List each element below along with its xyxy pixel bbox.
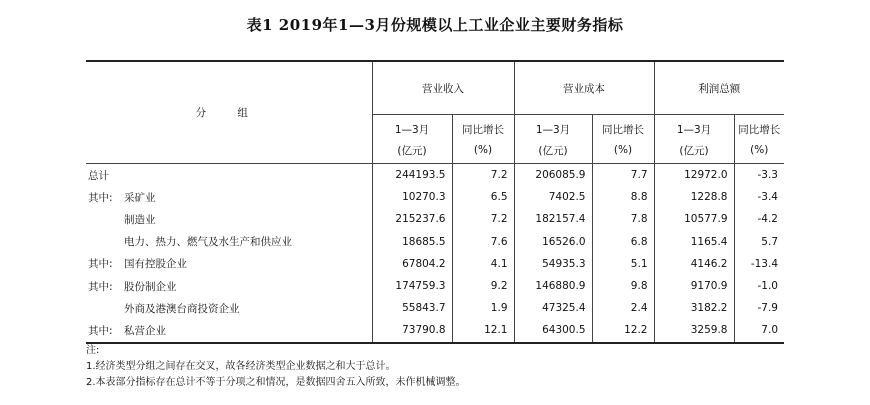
row-value-cell: 55843.7 bbox=[372, 297, 452, 319]
row-value-cell: 7.8 bbox=[592, 208, 654, 230]
col-group-revenue: 营业收入 bbox=[372, 61, 514, 115]
row-value-cell: -1.0 bbox=[734, 275, 784, 297]
table-notes bbox=[86, 343, 466, 391]
table-row bbox=[86, 275, 784, 297]
unit-pct-revenue: (%) bbox=[452, 137, 514, 164]
row-value-cell: 5.7 bbox=[734, 231, 784, 253]
row-value-cell: -3.3 bbox=[734, 164, 784, 187]
row-value-cell: 7.6 bbox=[452, 231, 514, 253]
row-value-cell: 9.8 bbox=[592, 275, 654, 297]
row-value-cell: 12.1 bbox=[452, 319, 514, 342]
row-value-cell: 64300.5 bbox=[514, 319, 592, 342]
row-value-cell: 174759.3 bbox=[372, 275, 452, 297]
table-title: 表1 2019年1—3月份规模以上工业企业主要财务指标 bbox=[246, 16, 624, 34]
row-value-cell: 6.5 bbox=[452, 186, 514, 208]
row-prefix: 其中: bbox=[88, 280, 113, 293]
financial-indicators-table bbox=[86, 60, 784, 344]
sub-growth-revenue: 同比增长 bbox=[452, 115, 514, 138]
row-value-cell: 146880.9 bbox=[514, 275, 592, 297]
table-row bbox=[86, 297, 784, 319]
unit-value-revenue: (亿元) bbox=[372, 137, 452, 164]
row-value-cell: 54935.3 bbox=[514, 253, 592, 275]
row-value-cell: 4.1 bbox=[452, 253, 514, 275]
col-group-profit: 利润总额 bbox=[654, 61, 784, 115]
row-label bbox=[86, 275, 372, 297]
row-label bbox=[86, 164, 372, 187]
table-row bbox=[86, 164, 784, 187]
sub-period-cost: 1—3月 bbox=[514, 115, 592, 138]
row-value-cell: 12972.0 bbox=[654, 164, 734, 187]
table-row bbox=[86, 186, 784, 208]
row-value-cell: 10577.9 bbox=[654, 208, 734, 230]
row-value-cell: 7.2 bbox=[452, 208, 514, 230]
row-value-cell: -13.4 bbox=[734, 253, 784, 275]
row-prefix: 其中: bbox=[88, 191, 113, 204]
row-value-cell: 3259.8 bbox=[654, 319, 734, 342]
row-name: 电力、热力、燃气及水生产和供应业 bbox=[124, 236, 292, 249]
row-value-cell: 18685.5 bbox=[372, 231, 452, 253]
row-value-cell: 1165.4 bbox=[654, 231, 734, 253]
row-value-cell: 182157.4 bbox=[514, 208, 592, 230]
table-body bbox=[86, 164, 784, 343]
row-value-cell: 1228.8 bbox=[654, 186, 734, 208]
sub-growth-cost: 同比增长 bbox=[592, 115, 654, 138]
row-label bbox=[86, 208, 372, 230]
row-value-cell: 73790.8 bbox=[372, 319, 452, 342]
row-value-cell: 47325.4 bbox=[514, 297, 592, 319]
note-1: 1.经济类型分组之间存在交叉，故各经济类型企业数据之和大于总计。 bbox=[86, 361, 396, 372]
row-value-cell: -7.9 bbox=[734, 297, 784, 319]
row-label bbox=[86, 253, 372, 275]
row-value-cell: 67804.2 bbox=[372, 253, 452, 275]
row-value-cell: 9170.9 bbox=[654, 275, 734, 297]
row-value-cell: 7.2 bbox=[452, 164, 514, 187]
row-value-cell: 215237.6 bbox=[372, 208, 452, 230]
group-header: 分 组 bbox=[86, 61, 372, 164]
row-label bbox=[86, 297, 372, 319]
notes-head: 注: bbox=[86, 345, 100, 356]
row-value-cell: 8.8 bbox=[592, 186, 654, 208]
row-value-cell: 16526.0 bbox=[514, 231, 592, 253]
row-value-cell: 206085.9 bbox=[514, 164, 592, 187]
row-name: 国有控股企业 bbox=[124, 258, 187, 271]
row-prefix: 总计 bbox=[88, 169, 109, 182]
row-value-cell: 12.2 bbox=[592, 319, 654, 342]
row-value-cell: -3.4 bbox=[734, 186, 784, 208]
unit-value-cost: (亿元) bbox=[514, 137, 592, 164]
sub-period-profit: 1—3月 bbox=[654, 115, 734, 138]
row-name: 制造业 bbox=[124, 213, 156, 226]
col-group-cost: 营业成本 bbox=[514, 61, 654, 115]
row-prefix: 其中: bbox=[88, 324, 113, 337]
row-name: 股份制企业 bbox=[124, 280, 177, 293]
row-value-cell: 5.1 bbox=[592, 253, 654, 275]
row-label bbox=[86, 186, 372, 208]
unit-value-profit: (亿元) bbox=[654, 137, 734, 164]
row-value-cell: 10270.3 bbox=[372, 186, 452, 208]
row-value-cell: 1.9 bbox=[452, 297, 514, 319]
row-value-cell: 7.0 bbox=[734, 319, 784, 342]
row-name: 采矿业 bbox=[124, 191, 156, 204]
row-value-cell: 244193.5 bbox=[372, 164, 452, 187]
table-row bbox=[86, 208, 784, 230]
row-label bbox=[86, 319, 372, 342]
sub-growth-profit: 同比增长 bbox=[734, 115, 784, 138]
row-name: 私营企业 bbox=[124, 324, 166, 337]
table-row bbox=[86, 319, 784, 342]
row-value-cell: 7402.5 bbox=[514, 186, 592, 208]
table-row bbox=[86, 231, 784, 253]
row-value-cell: 6.8 bbox=[592, 231, 654, 253]
row-value-cell: 3182.2 bbox=[654, 297, 734, 319]
row-label bbox=[86, 231, 372, 253]
row-value-cell: -4.2 bbox=[734, 208, 784, 230]
table-row bbox=[86, 253, 784, 275]
unit-pct-cost: (%) bbox=[592, 137, 654, 164]
note-2: 2.本表部分指标存在总计不等于分项之和情况，是数据四舍五入所致，未作机械调整。 bbox=[86, 377, 466, 388]
unit-pct-profit: (%) bbox=[734, 137, 784, 164]
row-prefix: 其中: bbox=[88, 258, 113, 271]
row-value-cell: 9.2 bbox=[452, 275, 514, 297]
row-value-cell: 7.7 bbox=[592, 164, 654, 187]
row-value-cell: 4146.2 bbox=[654, 253, 734, 275]
row-name: 外商及港澳台商投资企业 bbox=[124, 302, 240, 315]
sub-period-revenue: 1—3月 bbox=[372, 115, 452, 138]
row-value-cell: 2.4 bbox=[592, 297, 654, 319]
